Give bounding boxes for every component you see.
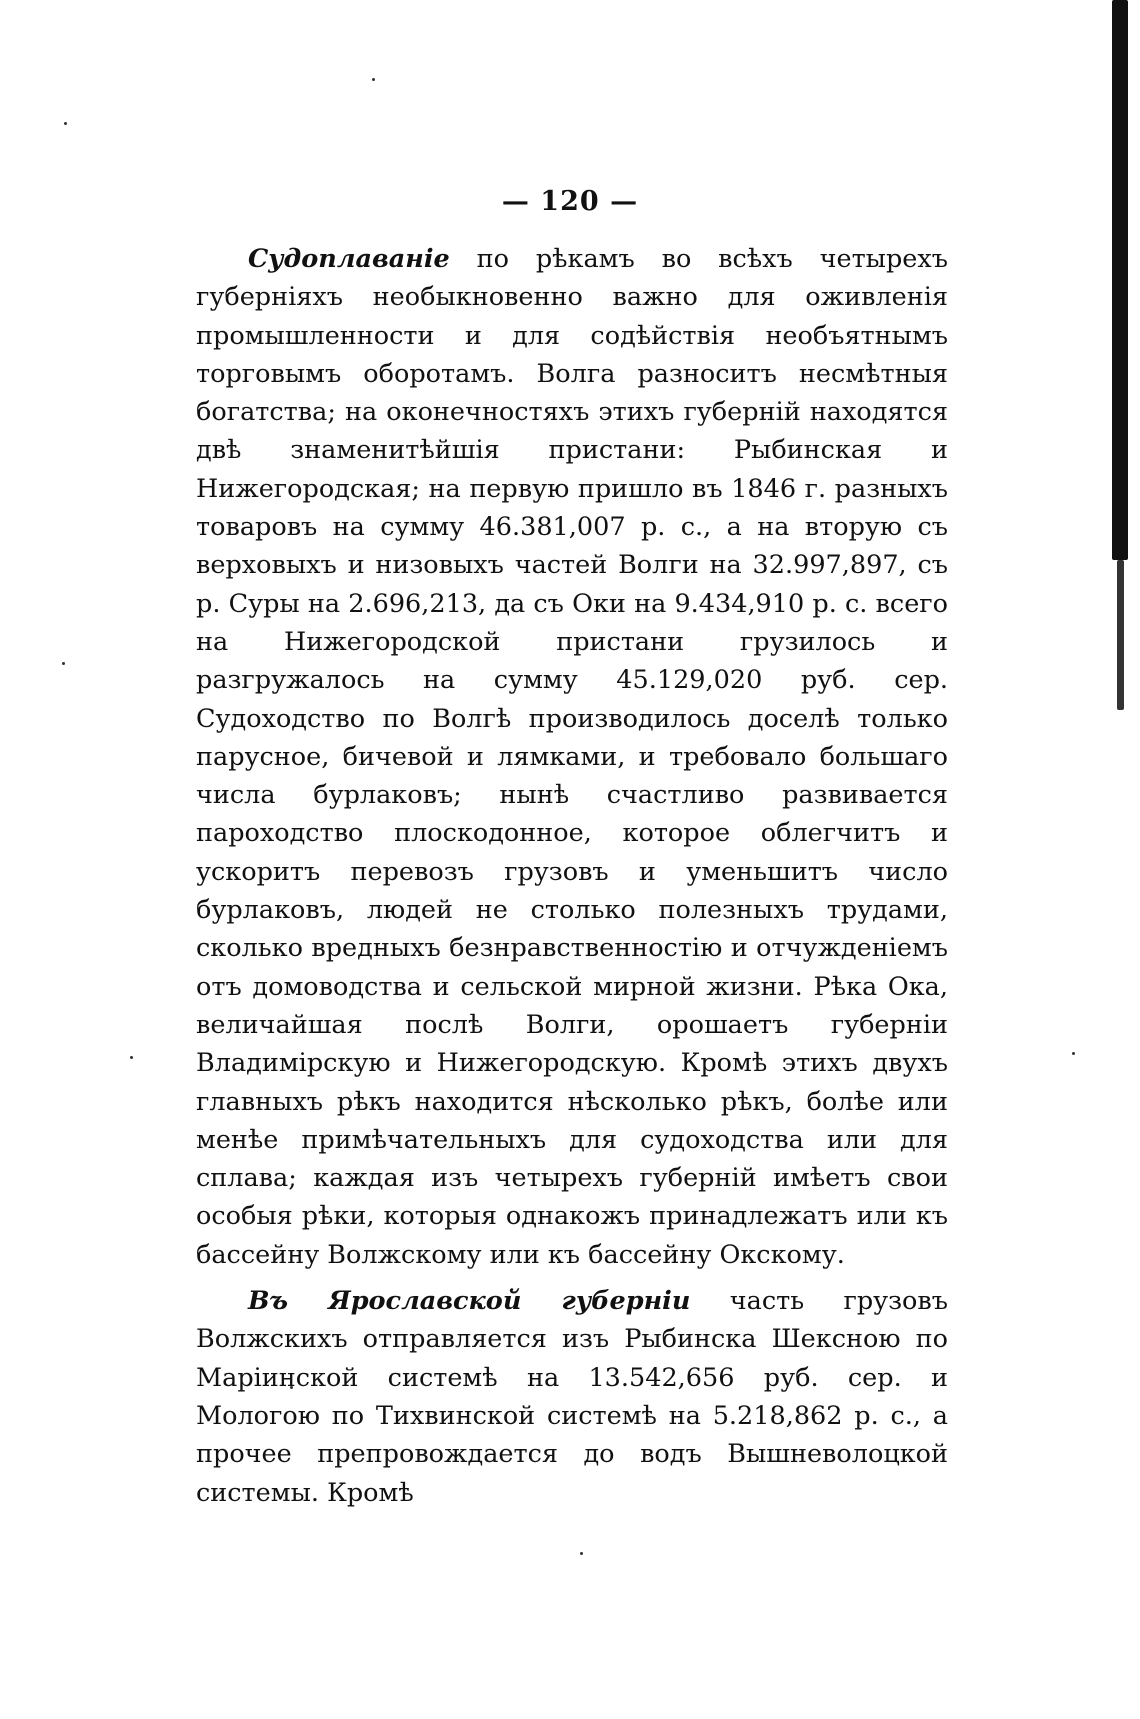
scan-speck: [64, 122, 67, 125]
scan-edge-shadow-lower: [1117, 560, 1124, 710]
paragraph-navigation: [196, 240, 948, 1274]
scan-speck: [1072, 1052, 1075, 1055]
paragraph-text: часть грузовъ Волжскихъ отправляется изъ Рыбинска Шексною по Маріинской системѣ на 13.542,656 руб. сер. и Мологою по Тихвинской системѣ на 5.218,862 р. с., а прочее препровождается до водъ Вышневолоцкой системы. Кромѣ: [196, 1286, 948, 1508]
paragraph-text: по рѣкамъ во всѣхъ четырехъ губерніяхъ необыкновенно важно для оживленія промышленности и для содѣйствія необъятнымъ торговымъ оборотамъ. Волга разноситъ несмѣтныя богатства; на оконечностяхъ этихъ губерній находятся двѣ знаменитѣйшія пристани: Рыбинская и Нижегородская; на первую пришло въ 1846 г. разныхъ товаровъ на сумму 46.381,007 р. с., а на вторую съ верховыхъ и низовыхъ частей Волги на 32.997,897, съ р. Суры на 2.696,213, да съ Оки на 9.434,910 р. с. всего на Нижегородской пристани грузилось и разгружалось на сумму 45.129,020 руб. сер. Судоходство по Волгѣ производилось доселѣ только парусное, бичевой и лямками, и требовало большаго числа бурлаковъ; нынѣ счастливо развивается пароходство плоскодонное, которое облегчитъ и ускоритъ перевозъ грузовъ и уменьшитъ число бурлаковъ, людей не столько полезныхъ трудами, сколько вредныхъ безнравственностію и отчужденіемъ отъ домоводства и сельской мирной жизни. Рѣка Ока, величайшая послѣ Волги, орошаетъ губерніи Владимірскую и Нижегородскую. Кромѣ этихъ двухъ главныхъ рѣкъ находится нѣсколько рѣкъ, болѣе или менѣе примѣчательныхъ для судоходства или для сплава; каждая изъ четырехъ губерній имѣетъ свои особыя рѣки, которыя однакожъ принадлежатъ или къ бассейну Волжскому или къ бассейну Окскому.: [196, 244, 948, 1270]
paragraph-lead: Судоплаваніе: [248, 244, 450, 274]
page-number: — 120 —: [501, 186, 639, 217]
scan-speck: [580, 1552, 583, 1555]
body-text: [196, 240, 948, 1512]
paragraph-yaroslavl: [196, 1282, 948, 1512]
paragraph-lead: Въ Ярославской губерніи: [248, 1286, 691, 1317]
scan-speck: [130, 1056, 133, 1059]
scan-speck: [62, 662, 65, 665]
scan-speck: [372, 78, 375, 81]
scan-edge-shadow: [1112, 0, 1128, 560]
